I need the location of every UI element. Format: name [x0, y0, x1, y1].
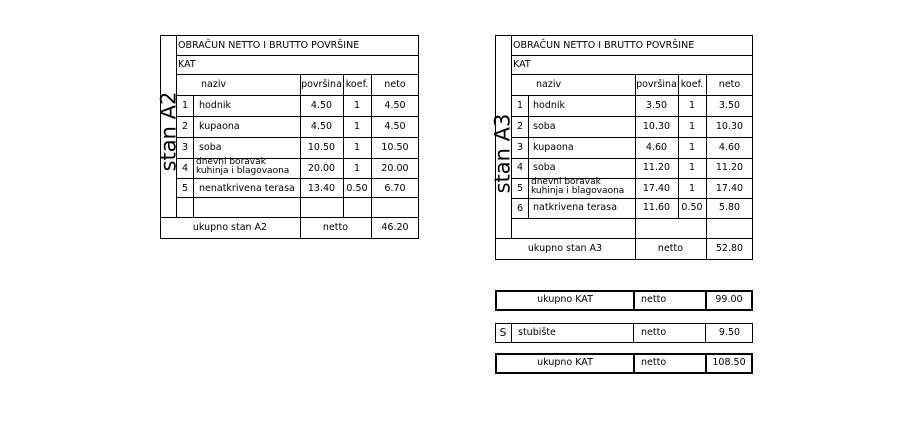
- row-number: 6: [516, 203, 524, 214]
- header-net: neto: [384, 79, 406, 90]
- row-number: 3: [516, 142, 524, 153]
- row-net: 4.50: [384, 121, 406, 132]
- kat-total-label: ukupno KAT: [537, 294, 593, 305]
- table-a3-total-label: ukupno stan A3: [527, 243, 603, 254]
- row-number: 2: [181, 121, 189, 132]
- row-net: 6.70: [384, 183, 406, 194]
- table-a2-floor: KAT: [178, 59, 196, 70]
- table-a3-total-type: netto: [657, 243, 684, 254]
- header-name: naziv: [201, 79, 227, 90]
- row-number: 2: [516, 121, 524, 132]
- row-net: 11.20: [715, 162, 744, 173]
- row-coef: 1: [688, 162, 696, 173]
- row-coef: 1: [353, 163, 361, 174]
- table-a2-total-label: ukupno stan A2: [192, 222, 268, 233]
- row-coef: 0.50: [681, 202, 703, 213]
- row-name: soba: [533, 162, 556, 173]
- row-number: 3: [181, 142, 189, 153]
- row-net: 10.30: [715, 121, 744, 132]
- table-a2-total-value: 46.20: [381, 222, 409, 233]
- row-name: kupaona: [533, 142, 574, 153]
- grand-total-label: ukupno KAT: [537, 357, 593, 368]
- header-coef: koef.: [680, 79, 704, 90]
- row-net: 3.50: [718, 100, 741, 111]
- header-coef: koef.: [345, 79, 369, 90]
- row-area: 11.20: [642, 162, 671, 173]
- row-number: 4: [181, 163, 189, 174]
- header-area: površina: [301, 79, 342, 90]
- row-area: 20.00: [307, 163, 336, 174]
- row-number: 4: [516, 162, 524, 173]
- kat-total-type: netto: [641, 294, 667, 305]
- header-name: naziv: [536, 79, 562, 90]
- row-net: 4.60: [718, 142, 741, 153]
- row-coef: 0.50: [346, 183, 368, 194]
- header-net: neto: [718, 79, 741, 90]
- row-number: 1: [516, 100, 524, 111]
- grand-total-type: netto: [641, 357, 667, 368]
- row-area: 4.50: [310, 100, 333, 111]
- row-net: 20.00: [381, 163, 409, 174]
- row-coef: 1: [688, 142, 696, 153]
- row-area: 4.60: [645, 142, 668, 153]
- table-a3-floor: KAT: [513, 59, 531, 70]
- row-net: 17.40: [715, 183, 744, 194]
- table-a3-total-value: 52.80: [715, 243, 744, 254]
- row-name-line2: kuhinja i blagovaona: [531, 186, 625, 196]
- row-number: 5: [516, 183, 524, 194]
- row-area: 10.50: [307, 142, 336, 153]
- row-number: 5: [181, 183, 189, 194]
- row-net: 5.80: [718, 202, 741, 213]
- row-number: 1: [181, 100, 189, 111]
- row-net: 10.50: [381, 142, 409, 153]
- kat-total-value: 99.00: [715, 294, 743, 305]
- row-name: kupaona: [199, 121, 240, 132]
- header-area: površina: [636, 79, 677, 90]
- row-area: 10.30: [642, 121, 671, 132]
- row-name: nenatkrivena terasa: [199, 183, 295, 194]
- row-area: 11.60: [642, 202, 671, 213]
- row-name: hodnik: [533, 100, 566, 111]
- row-coef: 1: [688, 121, 696, 132]
- row-area: 3.50: [645, 100, 668, 111]
- row-area: 4.50: [310, 121, 333, 132]
- row-name: dnevni boravak: [196, 157, 266, 167]
- stairs-value: 9.50: [718, 327, 741, 338]
- row-name: dnevni boravak: [531, 177, 601, 187]
- stairs-code: S: [499, 327, 507, 339]
- row-name: hodnik: [199, 100, 232, 111]
- row-coef: 1: [353, 121, 361, 132]
- row-area: 13.40: [307, 183, 336, 194]
- table-a2-title: OBRAČUN NETTO I BRUTTO POVRŠINE: [178, 40, 360, 51]
- stairs-type: netto: [641, 327, 667, 338]
- row-area: 17.40: [642, 183, 671, 194]
- table-a3-title: OBRAČUN NETTO I BRUTTO POVRŠINE: [513, 40, 695, 51]
- row-coef: 1: [688, 183, 696, 194]
- row-coef: 1: [353, 100, 361, 111]
- row-name: natkrivena terasa: [533, 202, 618, 213]
- row-name: soba: [199, 142, 222, 153]
- row-coef: 1: [688, 100, 696, 111]
- table-a3-unit-label: stan A3: [490, 113, 515, 194]
- grand-total-value: 108.50: [712, 357, 746, 368]
- row-net: 4.50: [384, 100, 406, 111]
- row-coef: 1: [353, 142, 361, 153]
- row-name-line2: kuhinja i blagovaona: [196, 166, 290, 176]
- row-name: soba: [533, 121, 556, 132]
- table-a2-unit-label: stan A2: [156, 91, 181, 172]
- stairs-label: stubište: [518, 327, 556, 338]
- table-a2-total-type: netto: [322, 222, 349, 233]
